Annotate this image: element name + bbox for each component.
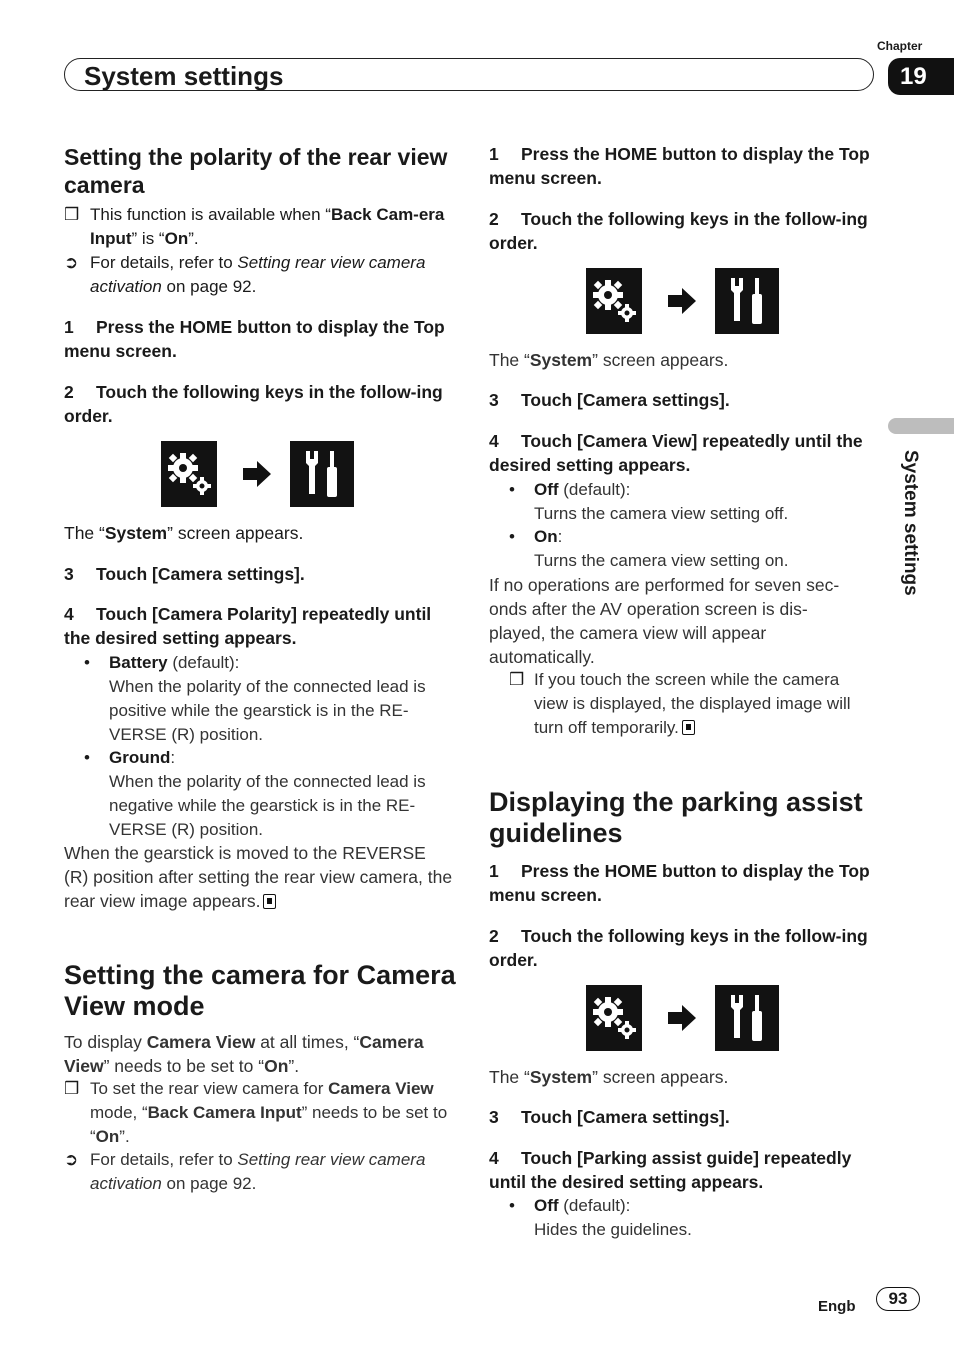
option-off-desc: Turns the camera view setting off. — [534, 504, 789, 523]
system-appears: The “System” screen appears. — [489, 1067, 729, 1087]
tools-icon — [715, 268, 779, 334]
step-3: 3 Touch [Camera settings]. — [489, 390, 730, 410]
footer-language: Engb — [818, 1298, 856, 1315]
page-number: 93 — [876, 1287, 920, 1311]
reference-note: For details, refer to Setting rear view camera activation on page 92. — [90, 1150, 426, 1193]
key-sequence — [586, 985, 786, 1051]
step-4: 4 Touch [Parking assist guide] repeatedly until the desired setting appears. — [489, 1148, 852, 1192]
reference-note: For details, refer to Setting rear view camera activation on page 92. — [90, 253, 426, 296]
option-off: Off (default): — [534, 1196, 631, 1215]
option-off: Off (default): — [534, 480, 631, 499]
option-battery: Battery (default): — [109, 653, 240, 672]
step-1: 1 Press the HOME button to display the Top menu screen. — [489, 144, 870, 188]
bullet: • — [84, 748, 90, 767]
step-4: 4 Touch [Camera Polarity] repeatedly until the desired setting appears. — [64, 604, 432, 648]
step-2: 2 Touch the following keys in the follow-ing order. — [489, 209, 868, 253]
step-3: 3 Touch [Camera settings]. — [489, 1107, 730, 1127]
step-1: 1 Press the HOME button to display the Top menu screen. — [64, 317, 445, 361]
step-2: 2 Touch the following keys in the follow-ing order. — [489, 926, 868, 970]
step-3: 3 Touch [Camera settings]. — [64, 564, 305, 584]
chapter-label: Chapter — [877, 39, 923, 53]
step-4: 4 Touch [Camera View] repeatedly until the desired setting appears. — [489, 431, 863, 475]
camera-view-intro: To display Camera View at all times, “Camera View” needs to be set to “On”. — [64, 1032, 424, 1076]
end-mark-icon — [682, 720, 695, 735]
note-icon: ❒ — [64, 205, 80, 224]
system-appears: The “System” screen appears. — [64, 523, 304, 543]
key-sequence — [161, 441, 361, 507]
closing-paragraph: When the gearstick is moved to the REVERSE (R) position after setting the rear view camera, the rear view image appears. — [64, 843, 453, 911]
option-off-desc: Hides the guidelines. — [534, 1220, 692, 1239]
reference-icon: ➲ — [64, 253, 79, 272]
arrow-right-icon — [666, 1003, 698, 1033]
system-appears: The “System” screen appears. — [489, 350, 729, 370]
side-label: System settings — [900, 450, 921, 596]
option-ground: Ground: — [109, 748, 176, 767]
step-2: 2 Touch the following keys in the follow-ing order. — [64, 382, 443, 426]
arrow-right-icon — [666, 286, 698, 316]
chapter-number: 19 — [888, 58, 954, 95]
arrow-right-icon — [241, 459, 273, 489]
side-tab — [888, 418, 954, 434]
page-title: System settings — [84, 61, 284, 91]
touch-note: If you touch the screen while the camera view is displayed, the displayed image will turn off temporarily. — [534, 670, 851, 737]
end-mark-icon — [263, 894, 276, 909]
bullet: • — [84, 653, 90, 672]
note-icon: ❒ — [509, 670, 525, 689]
bullet: • — [509, 480, 515, 499]
camera-view-note: To set the rear view camera for Camera View mode, “Back Camera Input” needs to be set to “On”. — [90, 1079, 448, 1146]
bullet: • — [509, 527, 515, 546]
option-battery-desc: When the polarity of the connected lead is positive while the gearstick is in the RE-VERSE (R) position. — [109, 677, 426, 744]
heading-camera-view: Setting the camera for Camera View mode — [64, 960, 456, 1021]
timeout-paragraph: If no operations are performed for seven sec-onds after the AV operation screen is dis-played, the camera view will appear automatically. — [489, 575, 840, 667]
reference-icon: ➲ — [64, 1150, 79, 1169]
option-ground-desc: When the polarity of the connected lead is negative while the gearstick is in the RE-VERSE (R) position. — [109, 772, 426, 839]
option-on-desc: Turns the camera view setting on. — [534, 551, 789, 570]
gear-icon — [586, 985, 642, 1051]
note-availability: This function is available when “Back Cam-era Input” is “On”. — [90, 205, 445, 248]
tools-icon — [715, 985, 779, 1051]
step-1: 1 Press the HOME button to display the Top menu screen. — [489, 861, 870, 905]
gear-icon — [586, 268, 642, 334]
option-on: On: — [534, 527, 563, 546]
note-icon: ❒ — [64, 1079, 80, 1098]
heading-parking: Displaying the parking assist guidelines — [489, 787, 863, 848]
tools-icon — [290, 441, 354, 507]
bullet: • — [509, 1196, 515, 1215]
heading-polarity: Setting the polarity of the rear view camera — [64, 144, 448, 198]
key-sequence — [586, 268, 786, 334]
gear-icon — [161, 441, 217, 507]
